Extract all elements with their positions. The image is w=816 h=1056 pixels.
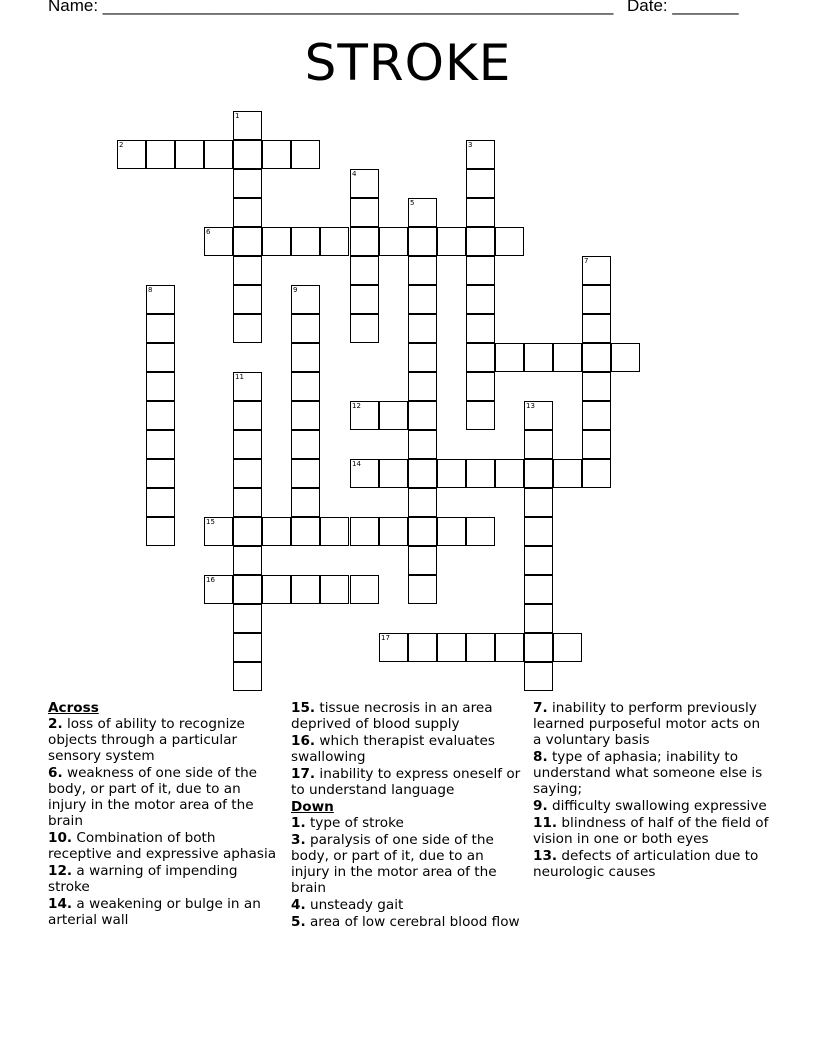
- crossword-cell[interactable]: [582, 401, 611, 430]
- crossword-cell[interactable]: [291, 488, 320, 517]
- crossword-cell-17[interactable]: [379, 633, 408, 662]
- crossword-cell-3[interactable]: [466, 140, 495, 169]
- crossword-cell[interactable]: [466, 256, 495, 285]
- cell-number: 7: [584, 257, 589, 265]
- page-title: STROKE: [304, 34, 512, 92]
- down-heading: Down: [291, 799, 334, 815]
- crossword-cell-8[interactable]: [146, 285, 175, 314]
- crossword-cell[interactable]: [582, 343, 611, 372]
- crossword-cell[interactable]: [408, 546, 437, 575]
- clue-down-11: 11. blindness of half of the field of vision in one or both eyes: [533, 815, 769, 847]
- crossword-cell[interactable]: [582, 314, 611, 343]
- crossword-cell[interactable]: [408, 459, 437, 488]
- crossword-cell[interactable]: [175, 140, 204, 169]
- crossword-cell[interactable]: [320, 575, 349, 604]
- crossword-cell[interactable]: [524, 430, 553, 459]
- crossword-cell[interactable]: [495, 343, 524, 372]
- crossword-cell-7[interactable]: [582, 256, 611, 285]
- crossword-cell[interactable]: [524, 517, 553, 546]
- crossword-cell[interactable]: [146, 430, 175, 459]
- crossword-cell-13[interactable]: [524, 401, 553, 430]
- crossword-cell[interactable]: [291, 343, 320, 372]
- cell-number: 12: [352, 402, 361, 410]
- crossword-cell[interactable]: [553, 343, 582, 372]
- crossword-cell[interactable]: [524, 604, 553, 633]
- clues-column-1: [48, 700, 280, 929]
- crossword-cell[interactable]: [233, 430, 262, 459]
- crossword-cell[interactable]: [408, 372, 437, 401]
- crossword-cell-15[interactable]: [204, 517, 233, 546]
- crossword-cell[interactable]: [291, 517, 320, 546]
- across-heading: Across: [48, 700, 99, 716]
- crossword-cell[interactable]: [233, 140, 262, 169]
- crossword-cell[interactable]: [291, 314, 320, 343]
- crossword-cell[interactable]: [233, 517, 262, 546]
- crossword-cell-1[interactable]: [233, 111, 262, 140]
- crossword-cell[interactable]: [582, 459, 611, 488]
- cell-number: 6: [206, 228, 211, 236]
- crossword-cell[interactable]: [291, 401, 320, 430]
- crossword-cell-16[interactable]: [204, 575, 233, 604]
- crossword-cell[interactable]: [553, 633, 582, 662]
- clues-column-3: [533, 700, 769, 881]
- crossword-cell[interactable]: [408, 285, 437, 314]
- crossword-cell-4[interactable]: [350, 169, 379, 198]
- crossword-cell[interactable]: [408, 256, 437, 285]
- crossword-cell[interactable]: [524, 546, 553, 575]
- crossword-cell[interactable]: [524, 343, 553, 372]
- crossword-cell[interactable]: [437, 459, 466, 488]
- cell-number: 11: [235, 373, 244, 381]
- crossword-cell[interactable]: [466, 227, 495, 256]
- crossword-cell[interactable]: [262, 575, 291, 604]
- clue-across-16: 16. which therapist evaluates swallowing: [291, 733, 495, 765]
- crossword-cell[interactable]: [233, 575, 262, 604]
- crossword-cell[interactable]: [466, 517, 495, 546]
- crossword-cell[interactable]: [524, 488, 553, 517]
- crossword-cell[interactable]: [233, 285, 262, 314]
- crossword-cell[interactable]: [437, 633, 466, 662]
- crossword-cell-12[interactable]: [350, 401, 379, 430]
- crossword-cell[interactable]: [320, 517, 349, 546]
- cell-number: 16: [206, 576, 215, 584]
- crossword-cell[interactable]: [350, 198, 379, 227]
- cell-number: 2: [119, 141, 124, 149]
- crossword-cell[interactable]: [466, 401, 495, 430]
- cell-number: 4: [352, 170, 357, 178]
- crossword-cell[interactable]: [233, 633, 262, 662]
- crossword-cell[interactable]: [291, 459, 320, 488]
- crossword-cell-5[interactable]: [408, 198, 437, 227]
- crossword-cell[interactable]: [408, 633, 437, 662]
- crossword-cell[interactable]: [466, 633, 495, 662]
- clue-across-15: 15. tissue necrosis in an area deprived of blood supply: [291, 700, 493, 732]
- clue-across-12: 12. a warning of impending stroke: [48, 863, 238, 895]
- crossword-cell[interactable]: [437, 517, 466, 546]
- crossword-cell[interactable]: [262, 140, 291, 169]
- crossword-cell[interactable]: [495, 633, 524, 662]
- cell-number: 9: [293, 286, 298, 294]
- cell-number: 15: [206, 518, 215, 526]
- crossword-cell[interactable]: [524, 575, 553, 604]
- clue-down-5: 5. area of low cerebral blood flow: [291, 914, 520, 930]
- cell-number: 5: [410, 199, 415, 207]
- crossword-cell[interactable]: [524, 662, 553, 691]
- clue-down-8: 8. type of aphasia; inability to understand what someone else is saying;: [533, 749, 763, 797]
- crossword-cell[interactable]: [204, 140, 233, 169]
- cell-number: 3: [468, 141, 473, 149]
- crossword-cell[interactable]: [233, 546, 262, 575]
- crossword-cell[interactable]: [291, 372, 320, 401]
- crossword-cell[interactable]: [262, 517, 291, 546]
- cell-number: 14: [352, 460, 361, 468]
- crossword-cell[interactable]: [408, 430, 437, 459]
- crossword-cell[interactable]: [379, 459, 408, 488]
- crossword-cell-2[interactable]: [117, 140, 146, 169]
- crossword-cell[interactable]: [524, 633, 553, 662]
- clue-across-17: 17. inability to express oneself or to understand language: [291, 766, 521, 798]
- cell-number: 8: [148, 286, 153, 294]
- cell-number: 17: [381, 634, 390, 642]
- crossword-cell[interactable]: [233, 227, 262, 256]
- crossword-cell[interactable]: [233, 401, 262, 430]
- cell-number: 13: [526, 402, 535, 410]
- clue-down-13: 13. defects of articulation due to neurologic causes: [533, 848, 759, 880]
- crossword-cell[interactable]: [233, 256, 262, 285]
- crossword-cell[interactable]: [146, 488, 175, 517]
- crossword-cell[interactable]: [233, 604, 262, 633]
- crossword-cell[interactable]: [408, 517, 437, 546]
- clue-down-4: 4. unsteady gait: [291, 897, 404, 913]
- crossword-cell[interactable]: [582, 285, 611, 314]
- crossword-cell[interactable]: [611, 343, 640, 372]
- crossword-cell[interactable]: [379, 401, 408, 430]
- crossword-cell[interactable]: [582, 372, 611, 401]
- crossword-cell[interactable]: [466, 169, 495, 198]
- crossword-cell[interactable]: [350, 517, 379, 546]
- crossword-cell[interactable]: [350, 575, 379, 604]
- crossword-cell[interactable]: [291, 430, 320, 459]
- crossword-cell[interactable]: [408, 575, 437, 604]
- crossword-cell[interactable]: [233, 488, 262, 517]
- crossword-cell[interactable]: [582, 430, 611, 459]
- cell-number: 1: [235, 112, 240, 120]
- crossword-cell[interactable]: [350, 227, 379, 256]
- clue-across-6: 6. weakness of one side of the body, or part of it, due to an injury in the motor area of the brain: [48, 765, 258, 829]
- clue-across-10: 10. Combination of both receptive and expressive aphasia: [48, 830, 277, 862]
- crossword-cell[interactable]: [379, 227, 408, 256]
- crossword-cell[interactable]: [233, 169, 262, 198]
- crossword-cell[interactable]: [408, 401, 437, 430]
- crossword-cell[interactable]: [350, 285, 379, 314]
- crossword-cell[interactable]: [437, 227, 466, 256]
- crossword-cell[interactable]: [233, 459, 262, 488]
- crossword-cell[interactable]: [291, 575, 320, 604]
- clues-column-2: [291, 700, 523, 931]
- crossword-cell[interactable]: [408, 314, 437, 343]
- crossword-cell[interactable]: [524, 459, 553, 488]
- crossword-cell[interactable]: [408, 227, 437, 256]
- crossword-cell[interactable]: [466, 198, 495, 227]
- crossword-cell[interactable]: [466, 285, 495, 314]
- crossword-cell[interactable]: [291, 140, 320, 169]
- crossword-cell[interactable]: [146, 401, 175, 430]
- crossword-cell[interactable]: [495, 459, 524, 488]
- crossword-cell[interactable]: [466, 314, 495, 343]
- crossword-cell[interactable]: [146, 343, 175, 372]
- crossword-cell[interactable]: [146, 517, 175, 546]
- crossword-cell[interactable]: [233, 662, 262, 691]
- crossword-cell[interactable]: [146, 459, 175, 488]
- crossword-cell[interactable]: [408, 343, 437, 372]
- crossword-cell[interactable]: [553, 459, 582, 488]
- crossword-cell[interactable]: [350, 314, 379, 343]
- crossword-cell[interactable]: [146, 314, 175, 343]
- crossword-cell[interactable]: [495, 227, 524, 256]
- clue-down-1: 1. type of stroke: [291, 815, 404, 831]
- crossword-cell[interactable]: [320, 227, 349, 256]
- crossword-cell[interactable]: [262, 227, 291, 256]
- crossword-cell-11[interactable]: [233, 372, 262, 401]
- crossword-cell[interactable]: [233, 314, 262, 343]
- crossword-cell[interactable]: [233, 198, 262, 227]
- crossword-cell[interactable]: [466, 372, 495, 401]
- clue-down-3: 3. paralysis of one side of the body, or part of it, due to an injury in the motor area of the brain: [291, 832, 497, 896]
- name-field[interactable]: Name: ______________________________________________________: [48, 0, 614, 15]
- clue-down-7: 7. inability to perform previously learned purposeful motor acts on a voluntary basis: [533, 700, 761, 748]
- crossword-cell[interactable]: [291, 227, 320, 256]
- crossword-cell[interactable]: [146, 140, 175, 169]
- crossword-cell-14[interactable]: [350, 459, 379, 488]
- crossword-cell[interactable]: [466, 343, 495, 372]
- crossword-cell[interactable]: [466, 459, 495, 488]
- crossword-cell[interactable]: [408, 488, 437, 517]
- crossword-cell-6[interactable]: [204, 227, 233, 256]
- crossword-cell[interactable]: [350, 256, 379, 285]
- clue-across-2: 2. loss of ability to recognize objects through a particular sensory system: [48, 716, 245, 764]
- crossword-cell-9[interactable]: [291, 285, 320, 314]
- date-field[interactable]: Date: _______: [627, 0, 739, 15]
- clue-down-9: 9. difficulty swallowing expressive: [533, 798, 767, 814]
- clue-across-14: 14. a weakening or bulge in an arterial wall: [48, 896, 261, 928]
- crossword-cell[interactable]: [379, 517, 408, 546]
- crossword-cell[interactable]: [146, 372, 175, 401]
